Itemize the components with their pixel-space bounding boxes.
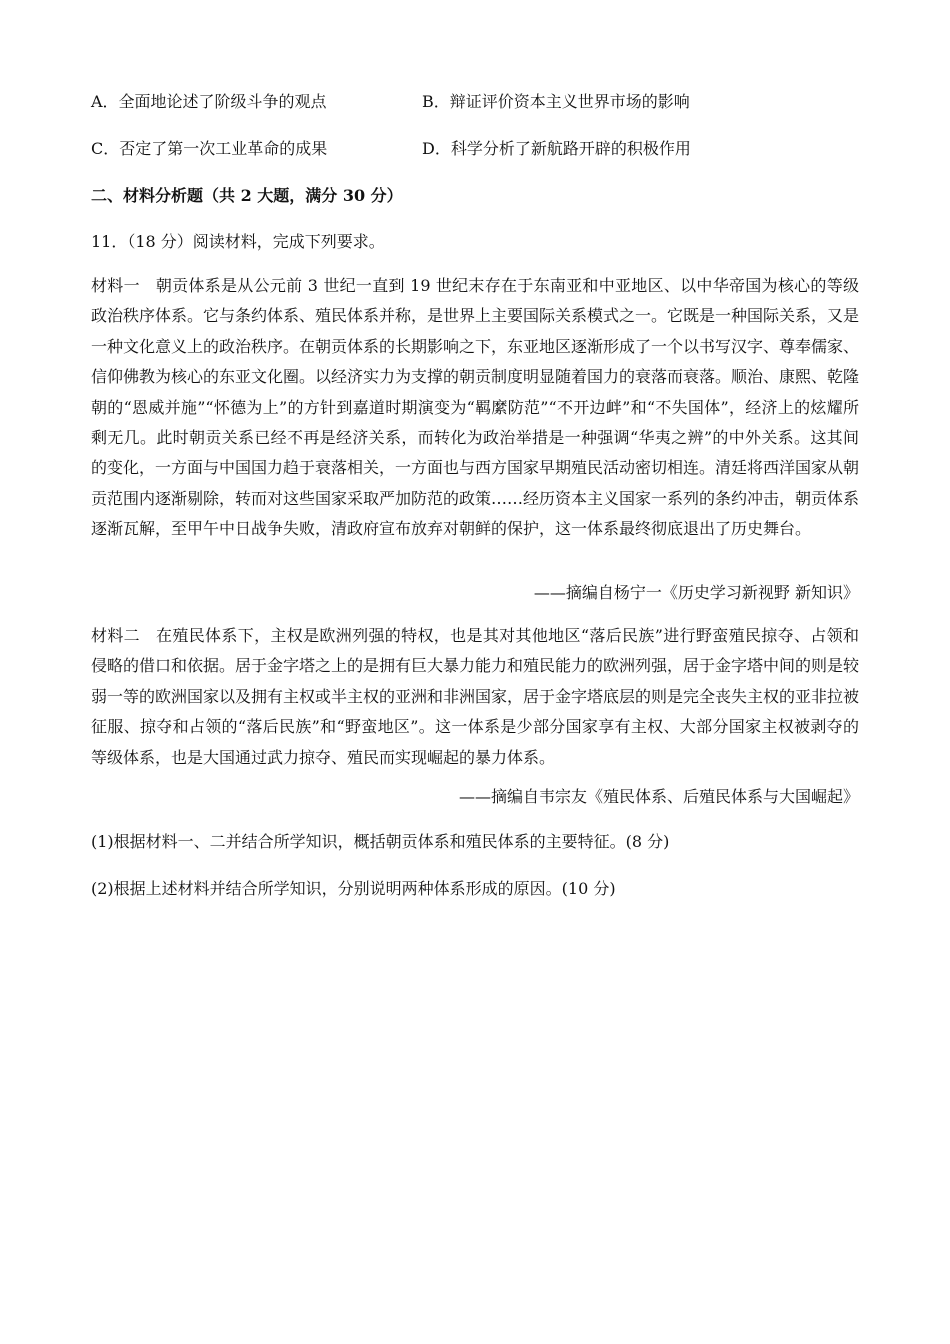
option-b: B．辩证评价资本主义世界市场的影响: [422, 92, 690, 111]
material-one-source: ——摘编自杨宁一《历史学习新视野 新知识》: [533, 583, 859, 602]
material-two: [91, 621, 859, 773]
option-a: A．全面地论述了阶级斗争的观点: [91, 92, 327, 111]
material-one-label: 材料一: [91, 276, 140, 295]
question-stem: 11．（18 分）阅读材料，完成下列要求。: [91, 232, 385, 251]
sub-question-2: (2)根据上述材料并结合所学知识，分别说明两种体系形成的原因。(10 分): [91, 879, 616, 898]
section-title: 二、材料分析题（共 2 大题，满分 30 分）: [91, 186, 403, 205]
material-two-label: 材料二: [91, 626, 141, 645]
material-one: [91, 271, 859, 545]
option-d: D．科学分析了新航路开辟的积极作用: [422, 139, 691, 158]
options-row-ab: [91, 88, 871, 116]
options-row-cd: [91, 135, 871, 163]
sub-question-1: (1)根据材料一、二并结合所学知识，概括朝贡体系和殖民体系的主要特征。(8 分): [91, 832, 670, 851]
material-two-source: ——摘编自韦宗友《殖民体系、后殖民体系与大国崛起》: [458, 787, 859, 806]
material-one-text: 朝贡体系是从公元前 3 世纪一直到 19 世纪末存在于东南亚和中亚地区、以中华帝国为核心的等级政治秩序体系。它与条约体系、殖民体系并称，是世界上主要国际关系模式之一。它既是一种国际关系，又是一种文化意义上的政治秩序。在朝贡体系的长期影响之下，东亚地区逐渐形成了一个以书写汉字、尊奉儒家、信仰佛教为核心的东亚文化圈。以经济实力为支撑的朝贡制度明显随着国力的衰落而衰落。顺治、康熙、乾隆朝的“恩威并施”“怀德为上”的方针到嘉道时期演变为“羁縻防范”“不开边衅”和“不失国体”，经济上的炫耀所剩无几。此时朝贡关系已经不再是经济关系，而转化为政治举措是一种强调“华夷之辨”的中外关系。这其间的变化，一方面与中国国力趋于衰落相关，一方面也与西方国家早期殖民活动密切相连。清廷将西洋国家从朝贡范围内逐渐剔除，转而对这些国家采取严加防范的政策……经历资本主义国家一系列的条约冲击，朝贡体系逐渐瓦解，至甲午中日战争失败，清政府宣布放弃对朝鲜的保护，这一体系最终彻底退出了历史舞台。: [91, 276, 860, 539]
material-two-text: 在殖民体系下，主权是欧洲列强的特权，也是其对其他地区“落后民族”进行野蛮殖民掠夺、占领和侵略的借口和依据。居于金字塔之上的是拥有巨大暴力能力和殖民能力的欧洲列强，居于金字塔中间的则是较弱一等的欧洲国家以及拥有主权或半主权的亚洲和非洲国家，居于金字塔底层的则是完全丧失主权的亚非拉被征服、掠夺和占领的“落后民族”和“野蛮地区”。这一体系是少部分国家享有主权、大部分国家主权被剥夺的等级体系，也是大国通过武力掠夺、殖民而实现崛起的暴力体系。: [91, 626, 860, 767]
option-c: C．否定了第一次工业革命的成果: [91, 139, 328, 158]
